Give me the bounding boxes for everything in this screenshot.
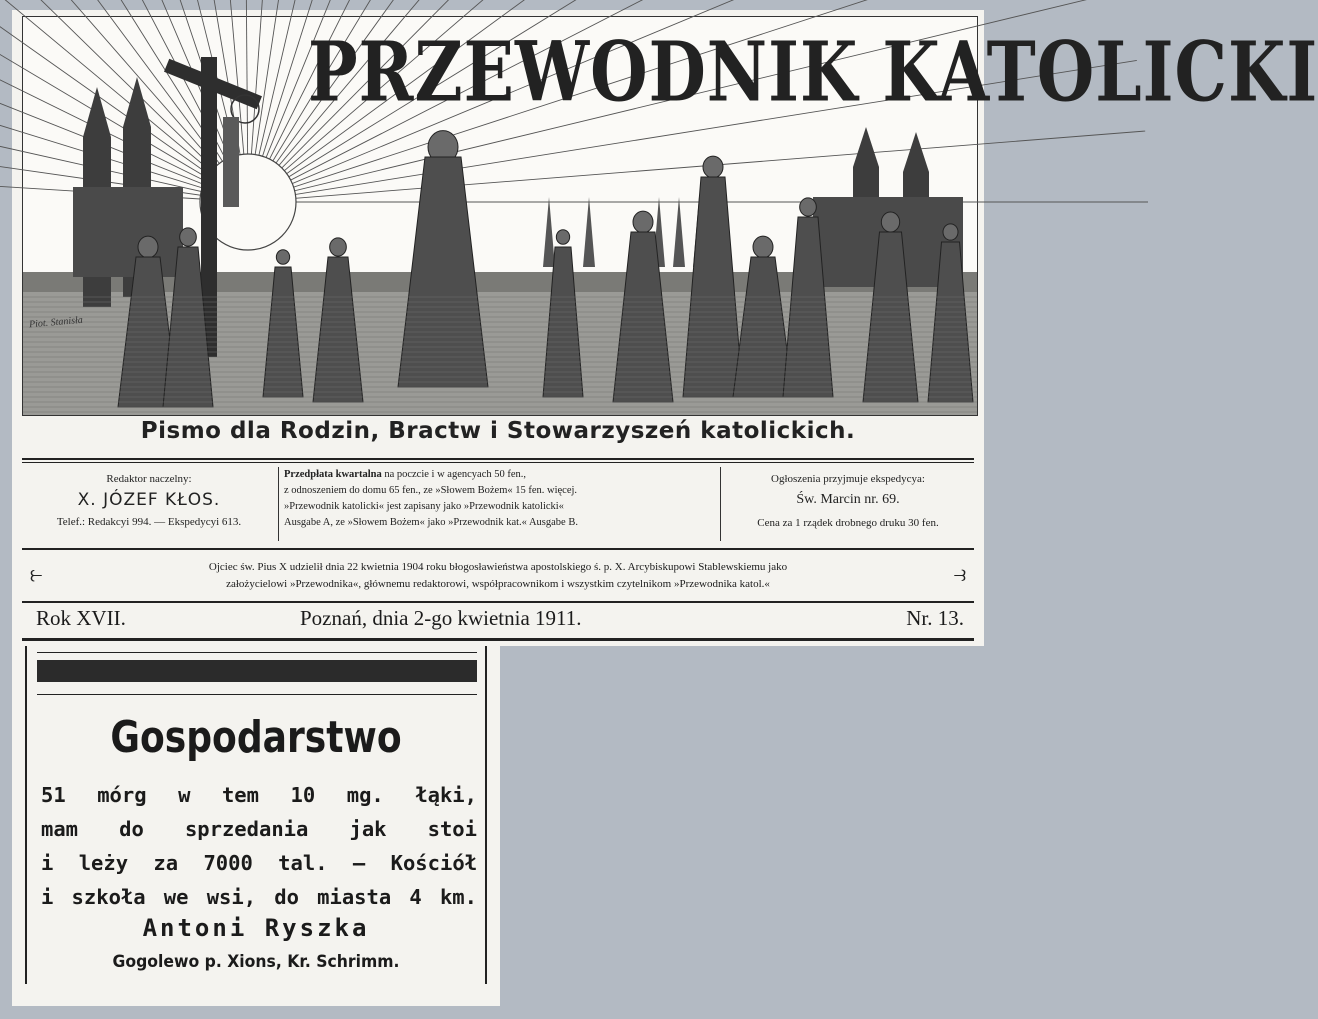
swallow-icon: ⥼ xyxy=(30,561,43,586)
subscription-block xyxy=(280,465,722,543)
distant-spire xyxy=(673,197,685,267)
subscription-line3: »Przewodnik katolicki« jest zapisany jako »Przewodnik katolicki« xyxy=(284,501,564,512)
divider xyxy=(22,458,974,460)
figure-head xyxy=(180,228,197,246)
cathedral-body xyxy=(73,187,183,277)
subscription-line2: z odnoszeniem do domu 65 fen., ze »Słowem Bożem« 15 fen. więcej. xyxy=(284,485,578,496)
advertisement-frame xyxy=(25,646,487,984)
advertisement-heading: Gospodarstwo xyxy=(110,712,402,763)
subscription-line1: na poczcie i w agencyach 50 fen., xyxy=(384,469,527,480)
figure-head xyxy=(138,236,158,258)
figure-head xyxy=(881,212,899,232)
figure-head xyxy=(703,156,723,178)
figure-head xyxy=(633,211,653,233)
divider xyxy=(37,694,477,695)
advertisement-clipping xyxy=(12,646,500,1006)
divider xyxy=(22,601,974,603)
tower-spire xyxy=(903,132,929,172)
figure-head xyxy=(556,230,569,245)
ads-label: Ogłoszenia przyjmuje ekspedycya: xyxy=(771,473,925,485)
masthead-engraving xyxy=(22,16,1318,416)
advertiser-name: Antoni Ryszka xyxy=(142,914,370,942)
column-divider xyxy=(278,467,279,541)
advertisement-line: 51 mórg w tem 10 mg. łąki, xyxy=(41,783,477,807)
ads-block xyxy=(722,465,974,543)
newspaper-subtitle: Pismo dla Rodzin, Bractw i Stowarzyszeń katolickich. xyxy=(140,418,856,444)
divider xyxy=(22,548,974,550)
tower-spire xyxy=(83,87,111,137)
sun-ray xyxy=(248,131,1145,202)
issue-year: Rok XVII. xyxy=(36,606,126,630)
divider xyxy=(22,462,974,463)
subscription-lead: Przedpłata kwartalna xyxy=(284,469,382,480)
figure-robe xyxy=(683,177,743,397)
swallow-icon: ⥽ xyxy=(953,561,966,586)
issue-date: Poznań, dnia 2-go kwietnia 1911. xyxy=(300,606,582,630)
issue-line xyxy=(22,606,974,636)
editor-name: X. JÓZEF KŁOS. xyxy=(77,490,221,510)
subscription-line4: Ausgabe A, ze »Słowem Bożem« jako »Przewodnik kat.« Ausgabe B. xyxy=(284,517,578,528)
editor-phones: Telef.: Redakcyi 994. — Ekspedycyi 613. xyxy=(56,516,242,528)
advertisement-body xyxy=(41,778,477,914)
figure-robe xyxy=(398,157,488,387)
advertisement-line: i leży za 7000 tal. — Kościół xyxy=(41,851,477,875)
distant-spire xyxy=(543,197,555,267)
advertisement-line: mam do sprzedania jak stoi xyxy=(41,817,477,841)
newspaper-title: PRZEWODNIK KATOLICKI xyxy=(308,23,1318,121)
figure-head xyxy=(800,198,817,216)
christ-figure xyxy=(223,117,239,207)
divider xyxy=(37,652,477,653)
editor-block xyxy=(22,465,276,543)
ads-price: Cena za 1 rządek drobnego druku 30 fen. xyxy=(757,517,939,529)
blessing-notice xyxy=(22,557,974,599)
figure-head xyxy=(330,238,347,256)
figure-head xyxy=(753,236,773,258)
tower-spire xyxy=(853,127,879,167)
figure-head xyxy=(276,250,289,265)
distant-spire xyxy=(583,197,595,267)
info-row xyxy=(22,465,974,545)
figure-head xyxy=(943,224,958,240)
engraver-signature: Piot. Stanisła xyxy=(28,314,84,331)
blessing-line1: Ojciec św. Pius X udzielił dnia 22 kwietnia 1904 roku błogosławieństwa apostolskiego ś. p. X. Arcybiskupowi Stablewskiemu jako xyxy=(208,561,788,573)
editor-label: Redaktor naczelny: xyxy=(106,473,192,485)
masthead xyxy=(12,10,1318,646)
ads-address: Św. Marcin nr. 69. xyxy=(796,492,900,507)
divider xyxy=(22,638,974,641)
ornamental-bar xyxy=(37,660,477,682)
issue-number: Nr. 13. xyxy=(906,606,964,630)
column-divider xyxy=(720,467,721,541)
advertiser-address: Gogolewo p. Xions, Kr. Schrimm. xyxy=(112,952,400,972)
advertisement-line: i szkoła we wsi, do miasta 4 km. xyxy=(41,885,477,909)
blessing-line2: założycielowi »Przewodnika«, głównemu redaktorowi, współpracownikom i wszystkim czytelnikom »Przewodnika katol.« xyxy=(226,578,770,590)
